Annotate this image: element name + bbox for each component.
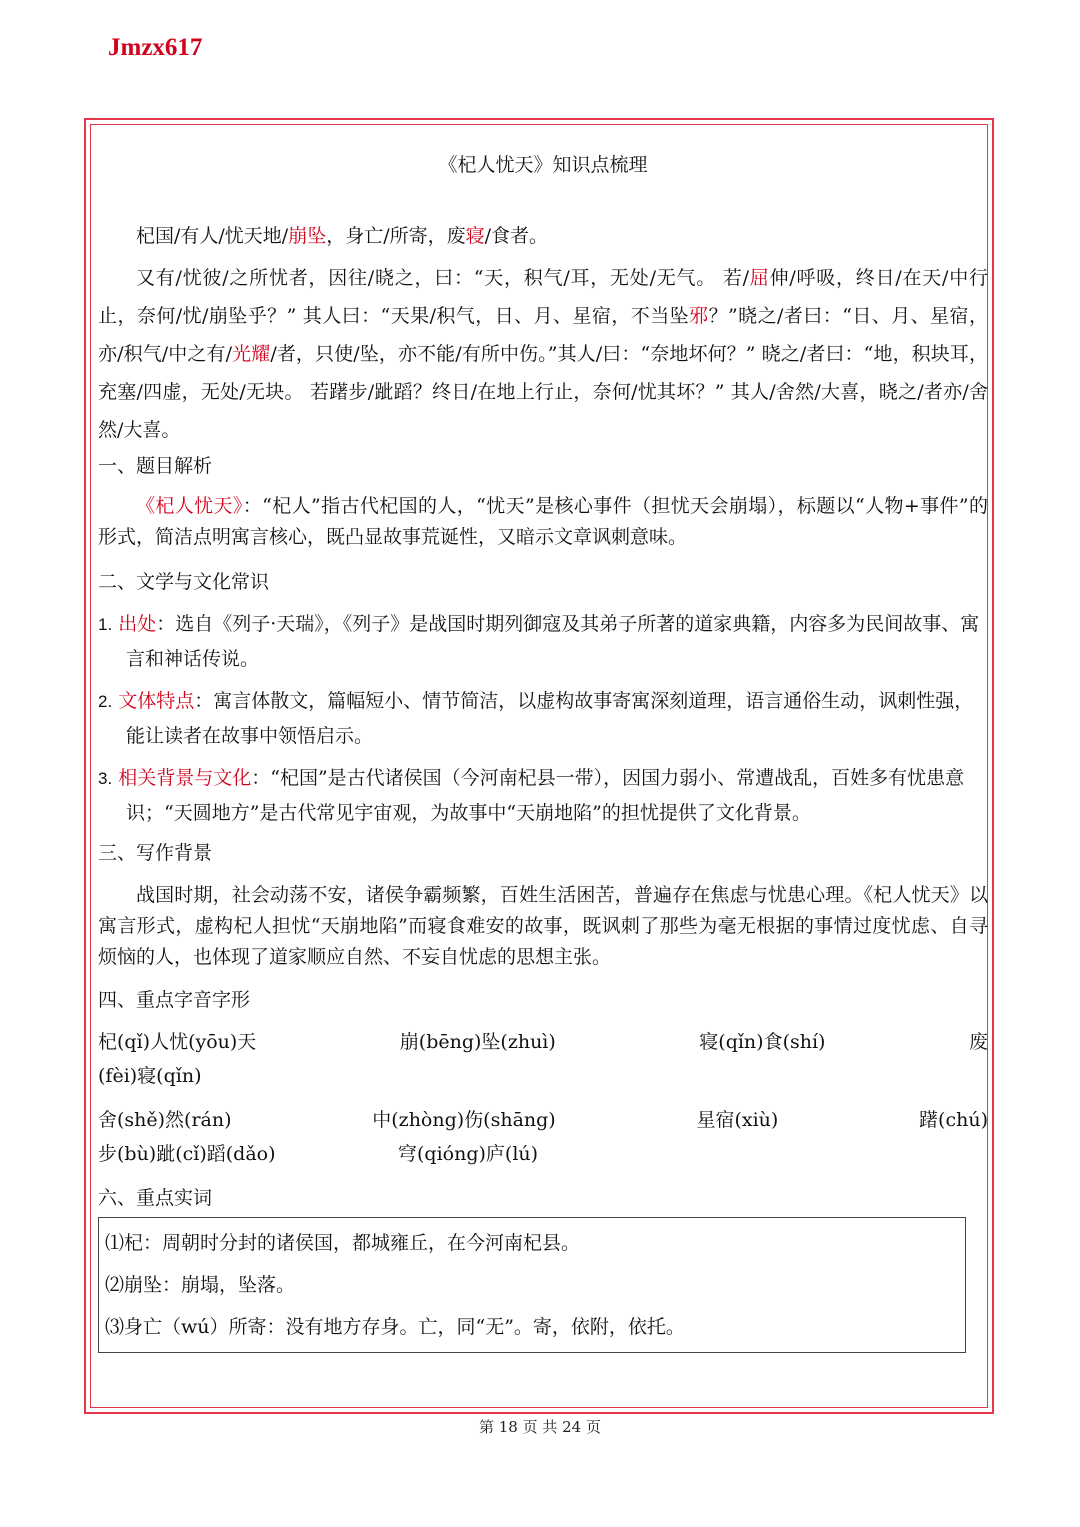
section-heading-1: 一、题目解析 — [98, 455, 213, 477]
text-paragraph-1: 杞国/有人/忧天地/崩坠，身亡/所寄，废寝/食者。 — [136, 225, 549, 247]
section-heading-2: 二、文学与文化常识 — [98, 571, 270, 593]
vocab-item: ⑶身亡（wú）所寄：没有地方存身。亡，同“无”。寄，依附，依托。 — [105, 1316, 685, 1338]
vocab-item: ⑴杞：周朝时分封的诸侯国，都城雍丘，在今河南杞县。 — [105, 1232, 581, 1254]
section-1-body: 《杞人忧天》：“杞人”指古代杞国的人，“忧天”是核心事件（担忧天会崩塌），标题以“人物+事件”的形式，简洁点明寓言核心，既凸显故事荒诞性，又暗示文章讽刺意味。 — [98, 495, 988, 548]
document-content — [98, 150, 988, 1353]
section-heading-4: 四、重点字音字形 — [98, 989, 251, 1011]
pinyin-row: 步(bù)跐(cǐ)蹈(dǎo) 穹(qióng)庐(lú) — [98, 1143, 539, 1165]
text-paragraph-2: 又有/忧彼/之所忧者，因往/晓之，曰：“天，积气/耳，无处/无气。 若/屈伸/呼吸，终日/在天/中行止，奈何/忧/崩坠乎？” 其人曰：“天果/积气，日、月、星宿，不当坠邪？”晓之/者曰：“日、月、星宿，亦/积气/中之有/光耀/者，只使/坠，亦不能/有所中伤。”其人/曰：“奈地坏何？” 晓之/者曰：“地，积块耳，充塞/四虚，无处/无块。 若躇步/跐蹈？终日/在地上行止，奈何/忧其坏？” 其人/舍然/大喜，晓之/者亦/舍然/大喜。 — [98, 267, 988, 441]
page-footer: 第 18 页 共 24 页 — [478, 1418, 601, 1436]
section-heading-6: 六、重点实词 — [98, 1187, 213, 1209]
pinyin-block — [98, 1025, 988, 1171]
pinyin-row: 舍(shě)然(rán) 中(zhòng)伤(shāng) 星宿(xiù) 躇(chú) — [98, 1109, 988, 1131]
list-item: 3. 相关背景与文化：“杞国”是古代诸侯国（今河南杞县一带），因国力弱小、常遭战乱，百姓多有忧患意识；“天圆地方”是古代常见宇宙观，为故事中“天崩地陷”的担忧提供了文化背景。 — [98, 767, 965, 824]
watermark: Jmzx617 — [108, 34, 203, 61]
pinyin-row: 杞(qǐ)人忧(yōu)天 崩(bēng)坠(zhuì) 寝(qǐn)食(shí) 废 — [98, 1031, 988, 1053]
section-heading-3: 三、写作背景 — [98, 842, 213, 864]
vocab-item: ⑵崩坠：崩塌，坠落。 — [105, 1274, 296, 1296]
list-item: 2. 文体特点：寓言体散文，篇幅短小、情节简洁，以虚构故事寄寓深刻道理，语言通俗生动，讽刺性强，能让读者在故事中领悟启示。 — [98, 690, 974, 747]
list-item: 1. 出处：选自《列子·天瑞》，《列子》是战国时期列御寇及其弟子所著的道家典籍，内容多为民间故事、寓言和神话传说。 — [98, 613, 980, 670]
pinyin-row: (fèi)寝(qǐn) — [98, 1065, 202, 1087]
section-3-body: 战国时期，社会动荡不安，诸侯争霸频繁，百姓生活困苦，普遍存在焦虑与忧患心理。《杞人忧天》以寓言形式，虚构杞人担忧“天崩地陷”而寝食难安的故事，既讽刺了那些为毫无根据的事情过度忧虑、自寻烦恼的人，也体现了道家顺应自然、不妄自忧虑的思想主张。 — [98, 884, 988, 968]
page-title: 《杞人忧天》知识点梳理 — [438, 154, 648, 176]
vocab-box — [98, 1217, 966, 1353]
